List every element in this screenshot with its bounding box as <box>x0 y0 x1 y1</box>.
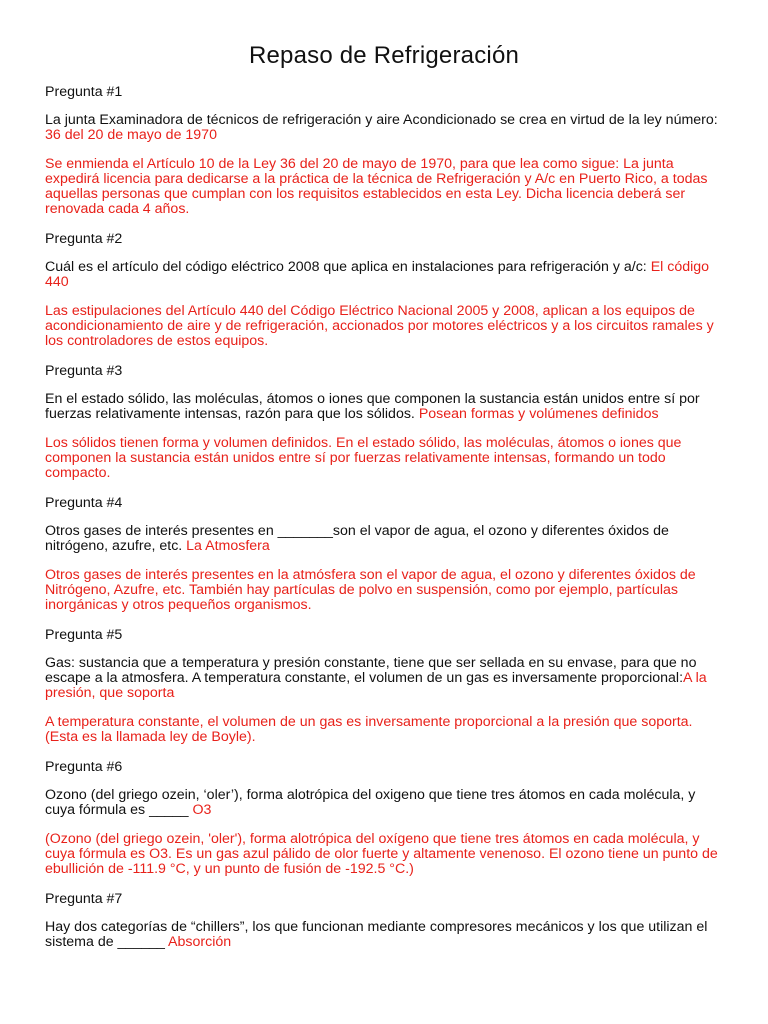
questions-list <box>45 85 727 964</box>
question-answer: Absorción <box>168 934 232 950</box>
question-text <box>45 113 727 143</box>
question-answer: O3 <box>192 802 212 818</box>
answer-explanation: Los sólidos tienen forma y volumen definidos. En el estado sólido, las moléculas, átomos o iones que componen la sustancia están unidos entre sí por fuerzas relativamente intensas, formando un todo compacto. <box>45 435 682 481</box>
question-prompt: Ozono (del griego ozein, ‘oler’), forma alotrópica del oxigeno que tiene tres átomos en cada molécula, y cuya fórmula es _____ <box>45 787 696 818</box>
question-label: Pregunta #7 <box>45 891 123 907</box>
question-answer: 36 del 20 de mayo de 1970 <box>45 127 217 143</box>
answer-explanation: A temperatura constante, el volumen de un gas es inversamente proporcional a la presión que soporta. (Esta es la llamada ley de Boyle). <box>45 714 693 745</box>
question-3 <box>45 364 727 481</box>
answer-explanation: (Ozono (del griego ozein, 'oler'), forma alotrópica del oxígeno que tiene tres átomos en cada molécula, y cuya fórmula es O3. Es un gas azul pálido de olor fuerte y altamente venenoso. El ozono tiene un punto de ebullición de -111.9 °C, y un punto de fusión de -192.5 °C.) <box>45 831 718 877</box>
question-prompt: En el estado sólido, las moléculas, átomos o iones que componen la sustancia están unidos entre sí por fuerzas relativamente intensas, razón para que los sólidos. <box>45 391 700 422</box>
question-prompt: Gas: sustancia que a temperatura y presión constante, tiene que ser sellada en su envase, para que no escape a la atmosfera. A temperatura constante, el volumen de un gas es inversamente proporcional: <box>45 655 697 686</box>
question-7 <box>45 892 727 950</box>
question-label: Pregunta #2 <box>45 231 123 247</box>
answer-explanation: Se enmienda el Artículo 10 de la Ley 36 del 20 de mayo de 1970, para que lea como sigue: La junta expedirá licencia para dedicarse a la práctica de la técnica de Refrigeración y A/c en Puerto Rico, a todas aquellas personas que cumplan con los requisitos establecidos en esta Ley. Dicha licencia deberá ser renovada cada 4 años. <box>45 156 708 217</box>
question-text <box>45 656 727 701</box>
question-label: Pregunta #3 <box>45 363 123 379</box>
question-5 <box>45 628 727 745</box>
question-prompt: La junta Examinadora de técnicos de refrigeración y aire Acondicionado se crea en virtud de la ley número: <box>45 112 718 128</box>
question-1 <box>45 85 727 217</box>
question-answer: El código 440 <box>45 259 710 290</box>
question-label: Pregunta #5 <box>45 627 123 643</box>
page-title: Repaso de Refrigeración <box>248 42 520 69</box>
question-6 <box>45 760 727 877</box>
question-text <box>45 920 727 950</box>
question-answer: La Atmosfera <box>186 538 270 554</box>
question-prompt: Cuál es el artículo del código eléctrico 2008 que aplica en instalaciones para refrigeración y a/c: <box>45 259 651 275</box>
answer-explanation: Otros gases de interés presentes en la atmósfera son el vapor de agua, el ozono y diferentes óxidos de Nitrógeno, Azufre, etc. También hay partículas de polvo en suspensión, como por ejemplo, partículas inorgánicas y otros pequeños organismos. <box>45 567 696 613</box>
question-prompt: Hay dos categorías de “chillers”, los que funcionan mediante compresores mecánicos y los que utilizan el sistema de ______ <box>45 919 708 950</box>
question-label: Pregunta #4 <box>45 495 123 511</box>
question-text <box>45 524 727 554</box>
question-prompt: Otros gases de interés presentes en _______son el vapor de agua, el ozono y diferentes óxidos de nitrógeno, azufre, etc. <box>45 523 669 554</box>
question-text <box>45 392 727 422</box>
question-text <box>45 260 727 290</box>
question-label: Pregunta #1 <box>45 84 123 100</box>
question-answer: A la presión, que soporta <box>45 670 707 701</box>
question-text <box>45 788 727 818</box>
question-answer: Posean formas y volúmenes definidos <box>418 406 659 422</box>
question-2 <box>45 232 727 349</box>
question-label: Pregunta #6 <box>45 759 123 775</box>
question-4 <box>45 496 727 613</box>
answer-explanation: Las estipulaciones del Artículo 440 del Código Eléctrico Nacional 2005 y 2008, aplican a los equipos de acondicionamiento de aire y de refrigeración, accionados por motores eléctricos y a los circuitos ramales y los controladores de estos equipos. <box>45 303 714 349</box>
